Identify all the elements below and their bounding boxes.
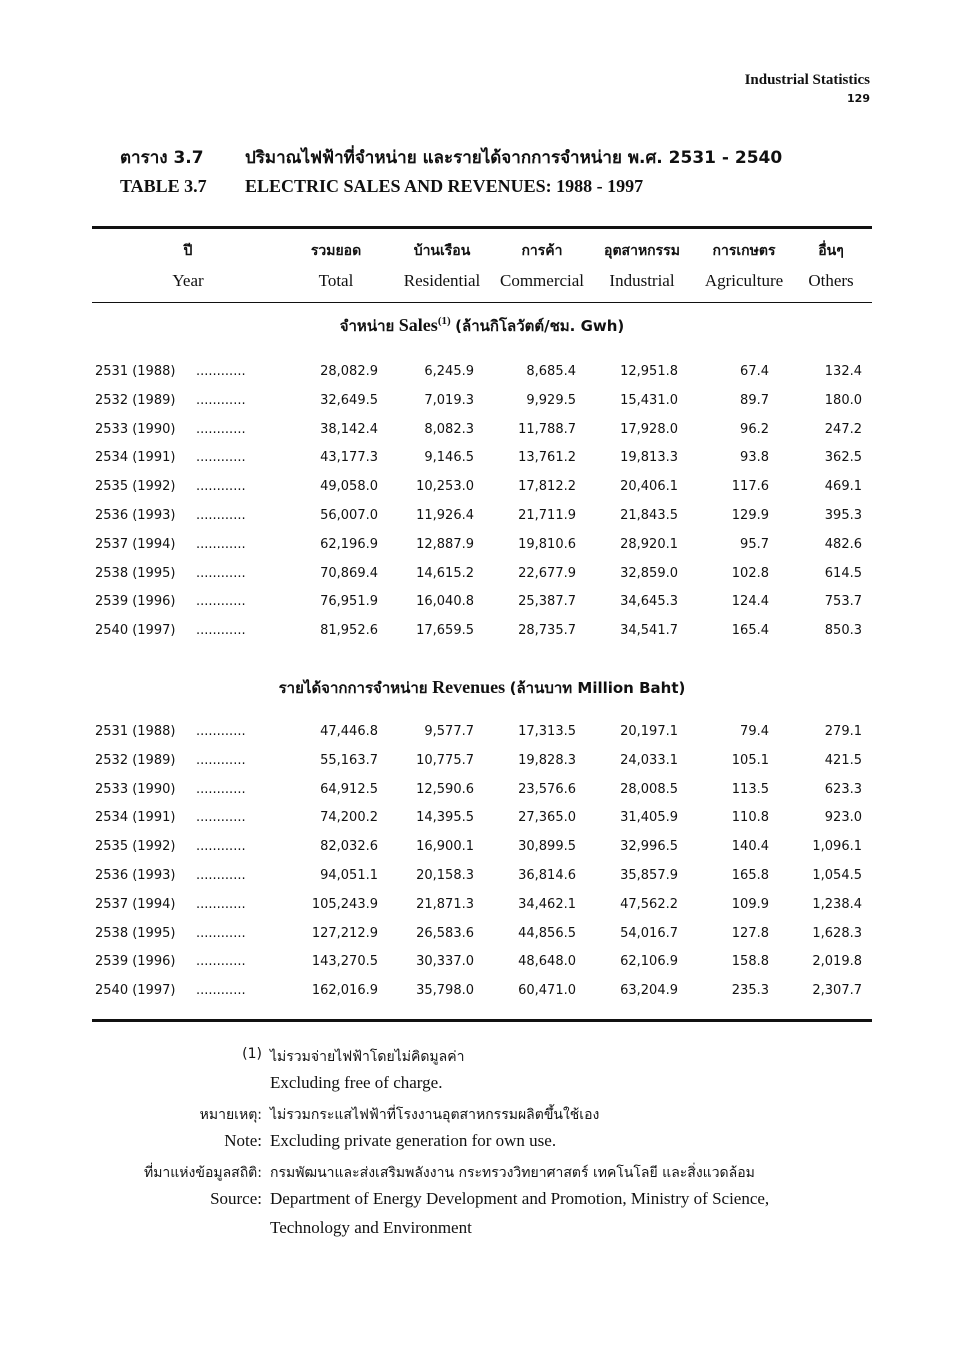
commercial-cell: 48,648.0: [518, 954, 576, 970]
total-cell: 55,163.7: [320, 752, 378, 768]
table-row: [0, 590, 966, 618]
agriculture-cell: 95.7: [740, 536, 769, 552]
residential-cell: 21,871.3: [416, 896, 474, 912]
footnote-label: ที่มาแห่งข้อมูลสถิติ:: [143, 1165, 262, 1181]
total-cell: 74,200.2: [320, 810, 378, 826]
column-header-thai: การค้า: [521, 243, 563, 259]
running-head: [745, 70, 870, 108]
agriculture-cell: 110.8: [731, 810, 769, 826]
year-cell: 2536 (1993): [95, 508, 176, 523]
total-cell: 38,142.4: [320, 421, 378, 437]
industrial-cell: 63,204.9: [620, 983, 678, 999]
leader-dots: ............: [196, 392, 246, 408]
year-cell: 2535 (1992): [95, 479, 176, 495]
table-row: [0, 922, 966, 950]
commercial-cell: 30,899.5: [518, 839, 576, 855]
column-header-thai: ปี: [183, 243, 193, 259]
industrial-cell: 20,406.1: [620, 479, 678, 495]
year-cell: 2533 (1990): [95, 781, 176, 797]
year-cell: 2538 (1995): [95, 925, 176, 941]
others-cell: 850.3: [824, 623, 862, 639]
footnote-text: กรมพัฒนาและส่งเสริมพลังงาน กระทรวงวิทยาศาสตร์ เทคโนโลยี และสิ่งแวดล้อม: [270, 1165, 755, 1181]
others-cell: 1,096.1: [812, 839, 862, 855]
footnote-line: [0, 1216, 966, 1245]
agriculture-cell: 89.7: [740, 392, 769, 408]
residential-cell: 26,583.6: [416, 925, 474, 941]
column-header-others: [798, 236, 864, 296]
year-cell: 2540 (1997): [95, 983, 176, 999]
others-cell: 623.3: [824, 781, 862, 797]
residential-cell: 11,926.4: [416, 508, 474, 523]
agriculture-cell: 235.3: [731, 983, 769, 999]
page-number: 129: [847, 92, 870, 105]
total-cell: 62,196.9: [320, 536, 378, 552]
industrial-cell: 20,197.1: [620, 724, 678, 739]
commercial-cell: 22,677.9: [518, 565, 576, 581]
footnote-label: (1): [242, 1046, 262, 1062]
table-row: [0, 864, 966, 892]
footnote-line: [0, 1129, 966, 1158]
sales-section-title: [92, 314, 872, 338]
residential-cell: 12,887.9: [416, 536, 474, 552]
column-header-english: Agriculture: [704, 271, 784, 290]
agriculture-cell: 109.9: [731, 896, 769, 912]
sales-unit: (ล้านกิโลวัตต์/ชม. Gwh): [455, 317, 625, 335]
agriculture-cell: 93.8: [740, 450, 769, 466]
commercial-cell: 27,365.0: [518, 810, 576, 826]
table-label-thai: ตาราง 3.7: [120, 148, 204, 168]
total-cell: 76,951.9: [320, 594, 378, 610]
column-header-year: [138, 236, 238, 296]
table-top-rule: [92, 226, 872, 229]
table-row: [0, 720, 966, 748]
others-cell: 753.7: [824, 594, 862, 610]
agriculture-cell: 102.8: [731, 565, 769, 581]
total-cell: 162,016.9: [311, 983, 378, 999]
table-caption-english: [120, 176, 643, 197]
industrial-cell: 12,951.8: [620, 364, 678, 379]
commercial-cell: 19,828.3: [518, 752, 576, 768]
leader-dots: ............: [196, 868, 246, 883]
table-row: [0, 835, 966, 863]
agriculture-cell: 165.4: [731, 623, 769, 639]
column-header-commercial: [494, 236, 590, 296]
year-cell: 2536 (1993): [95, 868, 176, 883]
year-cell: 2539 (1996): [95, 954, 176, 970]
footnote-line: [0, 1158, 966, 1187]
footnote-line: [0, 1187, 966, 1216]
year-cell: 2537 (1994): [95, 536, 176, 552]
column-header-total: [290, 236, 382, 296]
others-cell: 469.1: [824, 479, 862, 495]
table-row: [0, 778, 966, 806]
others-cell: 395.3: [824, 508, 862, 523]
leader-dots: ............: [196, 479, 246, 495]
residential-cell: 9,146.5: [424, 450, 474, 466]
industrial-cell: 32,859.0: [620, 565, 678, 581]
footnote-label: Source:: [210, 1189, 262, 1208]
industrial-cell: 35,857.9: [620, 868, 678, 883]
total-cell: 28,082.9: [320, 364, 378, 379]
leader-dots: ............: [196, 925, 246, 941]
commercial-cell: 60,471.0: [518, 983, 576, 999]
total-cell: 105,243.9: [311, 896, 378, 912]
column-header-english: Year: [172, 271, 204, 290]
leader-dots: ............: [196, 839, 246, 855]
industrial-cell: 24,033.1: [620, 752, 678, 768]
table-bottom-rule: [92, 1019, 872, 1022]
residential-cell: 7,019.3: [424, 392, 474, 408]
table-row: [0, 389, 966, 417]
residential-cell: 9,577.7: [424, 724, 474, 739]
leader-dots: ............: [196, 565, 246, 581]
table-row: [0, 749, 966, 777]
agriculture-cell: 67.4: [740, 364, 769, 379]
residential-cell: 16,900.1: [416, 839, 474, 855]
agriculture-cell: 140.4: [731, 839, 769, 855]
total-cell: 49,058.0: [320, 479, 378, 495]
column-header-residential: [396, 236, 488, 296]
leader-dots: ............: [196, 450, 246, 466]
table-row: [0, 806, 966, 834]
commercial-cell: 17,812.2: [518, 479, 576, 495]
table-row: [0, 475, 966, 503]
leader-dots: ............: [196, 623, 246, 639]
total-cell: 70,869.4: [320, 565, 378, 581]
column-header-english: Others: [808, 271, 854, 290]
others-cell: 247.2: [824, 421, 862, 437]
commercial-cell: 19,810.6: [518, 536, 576, 552]
footnote-text: Excluding free of charge.: [270, 1073, 443, 1092]
table-label-english: TABLE 3.7: [120, 176, 207, 196]
column-header-thai: รวมยอด: [310, 243, 362, 259]
industrial-cell: 34,645.3: [620, 594, 678, 610]
leader-dots: ............: [196, 421, 246, 437]
residential-cell: 30,337.0: [416, 954, 474, 970]
residential-cell: 17,659.5: [416, 623, 474, 639]
footnotes: [0, 1042, 966, 1245]
year-cell: 2540 (1997): [95, 623, 176, 639]
footnote-text: Technology and Environment: [270, 1218, 472, 1237]
footnote-text: Excluding private generation for own use.: [270, 1131, 557, 1150]
column-header-agriculture: [696, 236, 792, 296]
table-row: [0, 360, 966, 388]
leader-dots: ............: [196, 983, 246, 999]
total-cell: 64,912.5: [320, 781, 378, 797]
agriculture-cell: 158.8: [731, 954, 769, 970]
revenues-title-thai: รายได้จากการจำหน่าย: [278, 679, 428, 697]
commercial-cell: 23,576.6: [518, 781, 576, 797]
leader-dots: ............: [196, 508, 246, 523]
table-row: [0, 950, 966, 978]
agriculture-cell: 113.5: [731, 781, 769, 797]
leader-dots: ............: [196, 896, 246, 912]
commercial-cell: 13,761.2: [518, 450, 576, 466]
commercial-cell: 28,735.7: [518, 623, 576, 639]
sales-title-english: Sales: [398, 315, 438, 335]
table-title-thai: ปริมาณไฟฟ้าที่จำหน่าย และรายได้จากการจำหน่าย พ.ศ. 2531 - 2540: [245, 148, 783, 168]
leader-dots: ............: [196, 724, 246, 739]
footnote-label: Note:: [224, 1131, 262, 1150]
commercial-cell: 8,685.4: [526, 364, 576, 379]
total-cell: 127,212.9: [311, 925, 378, 941]
residential-cell: 6,245.9: [424, 364, 474, 379]
table-row: [0, 893, 966, 921]
year-cell: 2537 (1994): [95, 896, 176, 912]
residential-cell: 12,590.6: [416, 781, 474, 797]
total-cell: 82,032.6: [320, 839, 378, 855]
year-cell: 2532 (1989): [95, 392, 176, 408]
year-cell: 2534 (1991): [95, 810, 176, 826]
agriculture-cell: 165.8: [731, 868, 769, 883]
others-cell: 2,019.8: [812, 954, 862, 970]
footnote-text: ไม่รวมกระแสไฟฟ้าที่โรงงานอุตสาหกรรมผลิตขึ้นใช้เอง: [270, 1107, 600, 1123]
agriculture-cell: 96.2: [740, 421, 769, 437]
total-cell: 56,007.0: [320, 508, 378, 523]
column-header-english: Residential: [403, 271, 481, 290]
table-row: [0, 533, 966, 561]
commercial-cell: 34,462.1: [518, 896, 576, 912]
column-header-industrial: [596, 236, 688, 296]
year-cell: 2531 (1988): [95, 364, 176, 379]
column-header-english: Commercial: [499, 271, 585, 290]
table-row: [0, 619, 966, 647]
others-cell: 923.0: [824, 810, 862, 826]
residential-cell: 14,395.5: [416, 810, 474, 826]
total-cell: 43,177.3: [320, 450, 378, 466]
total-cell: 81,952.6: [320, 623, 378, 639]
agriculture-cell: 105.1: [731, 752, 769, 768]
industrial-cell: 19,813.3: [620, 450, 678, 466]
others-cell: 1,238.4: [812, 896, 862, 912]
others-cell: 1,628.3: [812, 925, 862, 941]
year-cell: 2538 (1995): [95, 565, 176, 581]
industrial-cell: 54,016.7: [620, 925, 678, 941]
year-cell: 2535 (1992): [95, 839, 176, 855]
industrial-cell: 47,562.2: [620, 896, 678, 912]
others-cell: 421.5: [824, 752, 862, 768]
industrial-cell: 62,106.9: [620, 954, 678, 970]
others-cell: 132.4: [824, 364, 862, 379]
agriculture-cell: 129.9: [731, 508, 769, 523]
table-row: [0, 562, 966, 590]
commercial-cell: 36,814.6: [518, 868, 576, 883]
commercial-cell: 11,788.7: [518, 421, 576, 437]
agriculture-cell: 127.8: [731, 925, 769, 941]
column-header-english: Industrial: [609, 271, 675, 290]
table-caption-thai: [120, 144, 782, 171]
industrial-cell: 32,996.5: [620, 839, 678, 855]
running-head-title: Industrial Statistics: [744, 72, 870, 88]
leader-dots: ............: [196, 954, 246, 970]
footnote-text: Department of Energy Development and Promotion, Ministry of Science,: [270, 1189, 770, 1208]
table-row: [0, 446, 966, 474]
residential-cell: 16,040.8: [416, 594, 474, 610]
leader-dots: ............: [196, 810, 246, 826]
year-cell: 2533 (1990): [95, 421, 176, 437]
residential-cell: 20,158.3: [416, 868, 474, 883]
industrial-cell: 31,405.9: [620, 810, 678, 826]
column-header-thai: อื่นๆ: [818, 243, 844, 259]
column-header-thai: การเกษตร: [712, 243, 776, 259]
footnote-line: [0, 1042, 966, 1071]
year-cell: 2531 (1988): [95, 724, 176, 739]
residential-cell: 10,253.0: [416, 479, 474, 495]
footnote-marker: (1): [437, 315, 451, 327]
industrial-cell: 15,431.0: [620, 392, 678, 408]
year-cell: 2539 (1996): [95, 594, 176, 610]
residential-cell: 35,798.0: [416, 983, 474, 999]
others-cell: 482.6: [824, 536, 862, 552]
others-cell: 1,054.5: [812, 868, 862, 883]
others-cell: 180.0: [824, 392, 862, 408]
industrial-cell: 21,843.5: [620, 508, 678, 523]
commercial-cell: 21,711.9: [518, 508, 576, 523]
commercial-cell: 25,387.7: [518, 594, 576, 610]
revenues-title-english: Revenues: [432, 677, 506, 697]
footnote-line: [0, 1071, 966, 1100]
agriculture-cell: 117.6: [731, 479, 769, 495]
table-row: [0, 979, 966, 1007]
others-cell: 614.5: [824, 565, 862, 581]
year-cell: 2532 (1989): [95, 752, 176, 768]
total-cell: 32,649.5: [320, 392, 378, 408]
table-row: [0, 418, 966, 446]
column-header-thai: บ้านเรือน: [413, 243, 471, 259]
others-cell: 2,307.7: [812, 983, 862, 999]
industrial-cell: 17,928.0: [620, 421, 678, 437]
total-cell: 94,051.1: [320, 868, 378, 883]
residential-cell: 8,082.3: [424, 421, 474, 437]
leader-dots: ............: [196, 594, 246, 610]
column-header-english: Total: [318, 271, 354, 290]
commercial-cell: 17,313.5: [518, 724, 576, 739]
leader-dots: ............: [196, 536, 246, 552]
footnote-label: หมายเหตุ:: [199, 1107, 262, 1123]
commercial-cell: 44,856.5: [518, 925, 576, 941]
others-cell: 362.5: [824, 450, 862, 466]
footnote-line: [0, 1100, 966, 1129]
footnote-text: ไม่รวมจ่ายไฟฟ้าโดยไม่คิดมูลค่า: [270, 1049, 465, 1065]
leader-dots: ............: [196, 781, 246, 797]
total-cell: 47,446.8: [320, 724, 378, 739]
sales-title-thai: จำหน่าย: [339, 317, 395, 335]
table-row: [0, 504, 966, 532]
industrial-cell: 28,920.1: [620, 536, 678, 552]
header-rule: [92, 302, 872, 303]
revenues-section-title: [92, 676, 872, 700]
revenues-unit: (ล้านบาท Million Baht): [509, 679, 686, 697]
agriculture-cell: 79.4: [740, 724, 769, 739]
others-cell: 279.1: [824, 724, 862, 739]
agriculture-cell: 124.4: [731, 594, 769, 610]
table-title-english: ELECTRIC SALES AND REVENUES: 1988 - 1997: [245, 176, 644, 196]
total-cell: 143,270.5: [311, 954, 378, 970]
year-cell: 2534 (1991): [95, 450, 176, 466]
leader-dots: ............: [196, 752, 246, 768]
commercial-cell: 9,929.5: [526, 392, 576, 408]
industrial-cell: 34,541.7: [620, 623, 678, 639]
residential-cell: 10,775.7: [416, 752, 474, 768]
leader-dots: ............: [196, 364, 246, 379]
residential-cell: 14,615.2: [416, 565, 474, 581]
column-header-thai: อุตสาหกรรม: [604, 243, 680, 259]
industrial-cell: 28,008.5: [620, 781, 678, 797]
